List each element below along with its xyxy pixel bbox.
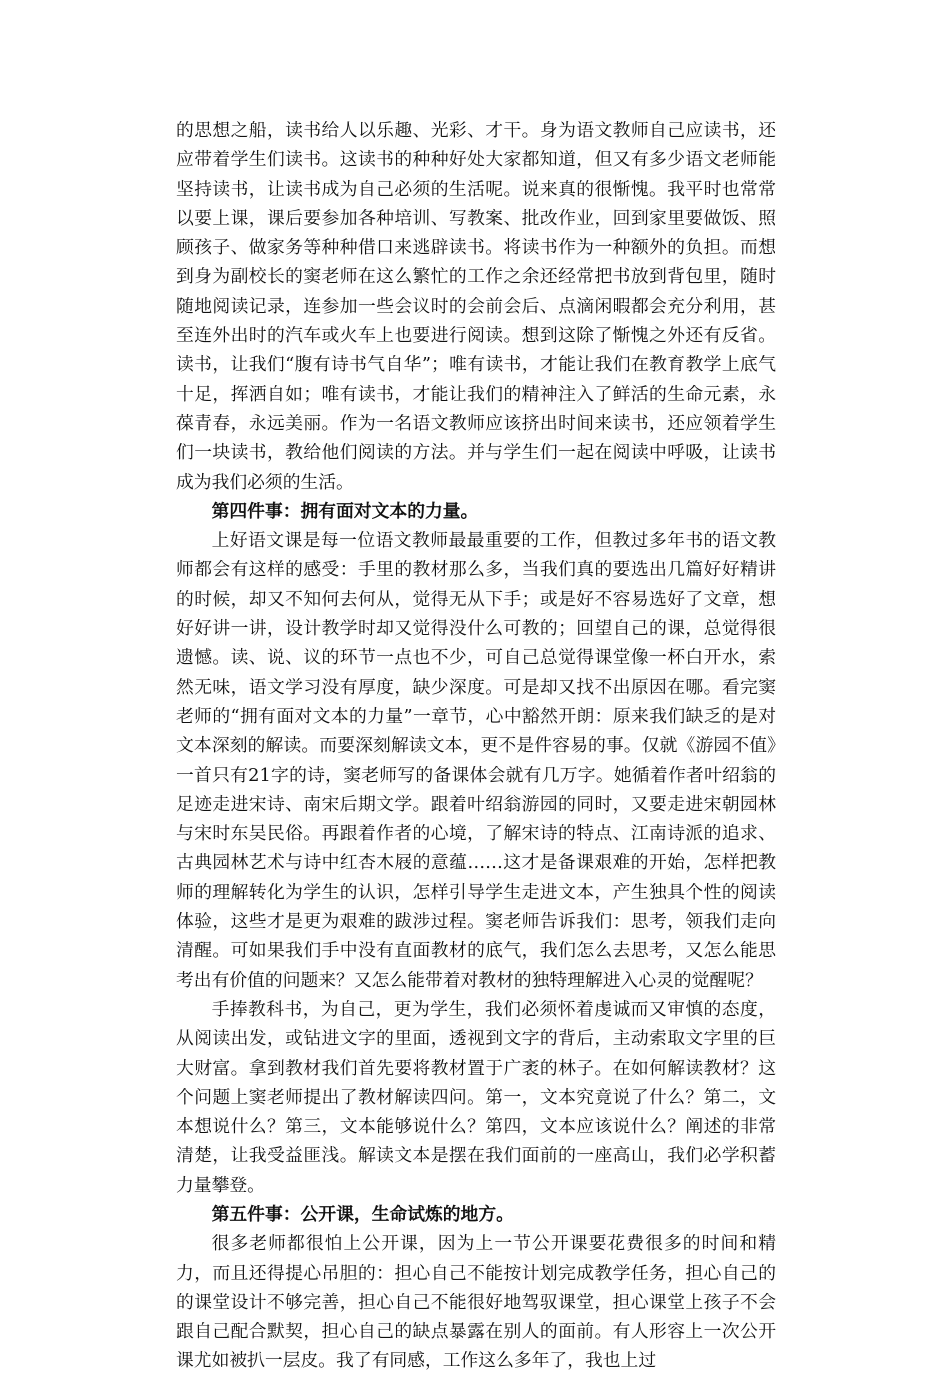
section-heading-five: 第五件事：公开课，生命试炼的地方。 xyxy=(211,1203,514,1225)
document-page xyxy=(176,116,776,1376)
paragraph-open-class: 很多老师都很怕上公开课，因为上一节公开课要花费很多的时间和精力，而且还得提心吊胆的：担心自己不能按计划完成教学任务，担心自己的的课堂设计不够完善，担心自己不能很好地驾驭课堂，担心课堂上孩子不会跟自己配合默契，担心自己的缺点暴露在别人的面前。有人形容上一次公开课尤如被扒一层皮。我了有同感，工作这么多年了，我也上过 xyxy=(176,1233,776,1372)
paragraph-reading-reflection: 的思想之船，读书给人以乐趣、光彩、才干。身为语文教师自己应读书，还应带着学生们读书。这读书的种种好处大家都知道，但又有多少语文老师能坚持读书，让读书成为自己必须的生活呢。说来真的很惭愧。我平时也常常以要上课，课后要参加各种培训、写教案、批改作业，回到家里要做饭、照顾孩子、做家务等种种借口来逃辟读书。将读书作为一种额外的负担。而想到身为副校长的窦老师在这么繁忙的工作之余还经常把书放到背包里，随时随地阅读记录，连参加一些会议时的会前会后、点滴闲暇都会充分利用，甚至连外出时的汽车或火车上也要进行阅读。想到这除了惭愧之外还有反省。读书，让我们“腹有诗书气自华”；唯有读书，才能让我们在教育教学上底气十足，挥洒自如；唯有读书，才能让我们的精神注入了鲜活的生命元素，永葆青春，永远美丽。作为一名语文教师应该挤出时间来读书，还应领着学生们一块读书，教给他们阅读的方法。并与学生们一起在阅读中呼吸，让读书成为我们必须的生活。 xyxy=(176,120,776,493)
paragraph-text-analysis: 上好语文课是每一位语文教师最最重要的工作，但教过多年书的语文教师都会有这样的感受：手里的教材那么多，当我们真的要选出几篇好好精讲的时候，却又不知何去何从，觉得无从下手；或是好不容易选好了文章，想好好讲一讲，设计教学时却又觉得没什么可教的；回望自己的课，总觉得很遗憾。读、说、议的环节一点也不少，可自己总觉得课堂像一杯白开水，索然无味，语文学习没有厚度，缺少深度。可是却又找不出原因在哪。看完窦老师的“拥有面对文本的力量”一章节，心中豁然开朗：原来我们缺乏的是对文本深刻的解读。而要深刻解读文本，更不是件容易的事。仅就《游园不值》一首只有21字的诗，窦老师写的备课体会就有几万字。她循着作者叶绍翁的足迹走进宋诗、南宋后期文学。跟着叶绍翁游园的同时，又要走进宋朝园林与宋时东吴民俗。再跟着作者的心境，了解宋诗的特点、江南诗派的追求、古典园林艺术与诗中红杏木屐的意蕴……这才是备课艰难的开始，怎样把教师的理解转化为学生的认识，怎样引导学生走进文本，产生独具个性的阅读体验，这些才是更为艰难的跋涉过程。窦老师告诉我们：思考，领我们走向清醒。可如果我们手中没有直面教材的底气，我们怎么去思考，又怎么能思考出有价值的问题来？又怎么能带着对教材的独特理解进入心灵的觉醒呢？ xyxy=(176,530,776,991)
section-heading-four: 第四件事：拥有面对文本的力量。 xyxy=(211,500,479,522)
paragraph-textbook-reading: 手捧教科书，为自己，更为学生，我们必须怀着虔诚而又审慎的态度，从阅读出发，或钻进文字的里面，透视到文字的背后，主动索取文字里的巨大财富。拿到教材我们首先要将教材置于广袤的林子。在如何解读教材？这个问题上窦老师提出了教材解读四问。第一，文本究竟说了什么？第二，文本想说什么？第三，文本能够说什么？第四，文本应该说什么？阐述的非常清楚，让我受益匪浅。解读文本是摆在我们面前的一座高山，我们必学积蓄力量攀登。 xyxy=(176,998,776,1196)
